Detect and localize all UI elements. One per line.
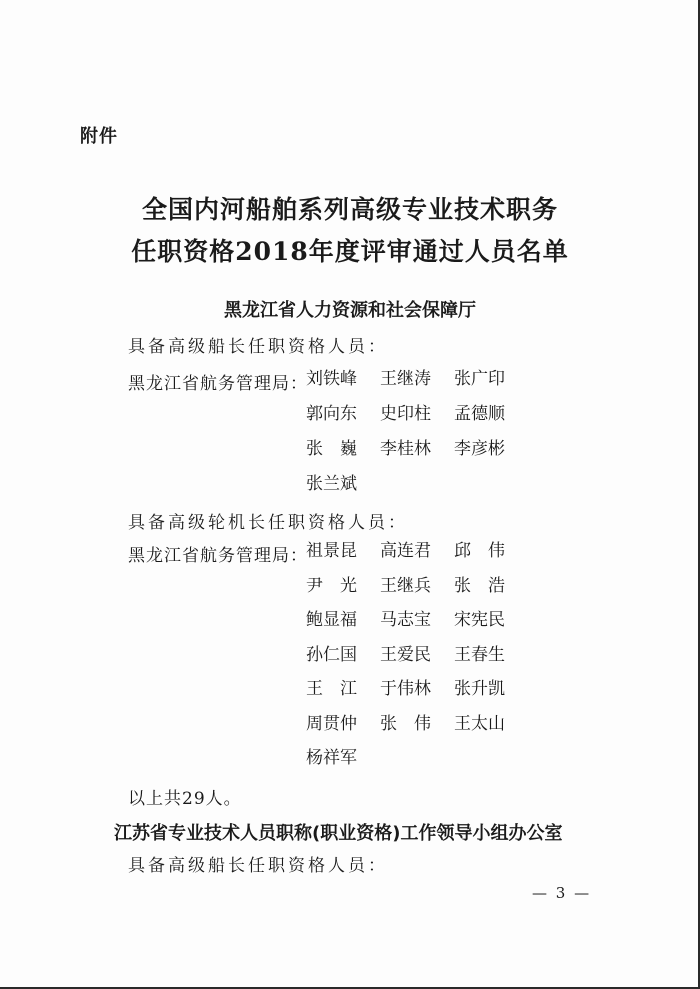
person-name: 邱 伟 — [454, 541, 505, 561]
person-name: 刘铁峰 — [306, 369, 357, 389]
person-name: 李彦彬 — [454, 439, 505, 459]
total-count: 以上共29人。 — [128, 789, 242, 809]
person-name: 史印柱 — [380, 404, 431, 424]
document-title-line1: 全国内河船舶系列高级专业技术职务 — [141, 195, 558, 224]
person-name: 王太山 — [454, 713, 505, 734]
person-name: 高连君 — [380, 541, 431, 561]
person-name: 张广印 — [454, 369, 505, 389]
person-name: 郭向东 — [306, 404, 357, 424]
person-name: 孙仁国 — [306, 644, 357, 665]
person-name: 宋宪民 — [454, 610, 505, 630]
person-name: 王 江 — [306, 679, 357, 699]
section-org-jiangsu: 江苏省专业技术人员职称(职业资格)工作领导小组办公室 — [114, 823, 563, 844]
person-name: 张兰斌 — [306, 474, 357, 494]
person-name: 王继涛 — [380, 369, 431, 389]
qualification-captain: 具备高级船长任职资格人员： — [128, 337, 388, 357]
person-name: 王爱民 — [380, 644, 431, 665]
unit-label-group1: 黑龙江省航务管理局： — [128, 374, 308, 394]
name-list-captain — [306, 369, 528, 509]
person-name: 尹 光 — [306, 575, 357, 596]
person-name: 张升凯 — [454, 679, 505, 699]
person-name: 于伟林 — [380, 679, 431, 699]
qualification-chief-engineer: 具备高级轮机长任职资格人员： — [128, 513, 408, 533]
person-name: 张 伟 — [380, 713, 431, 734]
unit-label-group2: 黑龙江省航务管理局： — [128, 546, 308, 566]
page-number: — 3 — — [532, 884, 592, 902]
name-list-chief-engineer — [306, 541, 528, 783]
person-name: 祖景昆 — [306, 541, 357, 561]
person-name: 张 巍 — [306, 439, 357, 459]
person-name: 马志宝 — [380, 610, 431, 630]
person-name: 周贯仲 — [306, 713, 357, 734]
person-name: 鲍显福 — [306, 610, 357, 630]
person-name: 张 浩 — [454, 575, 505, 596]
person-name: 李桂林 — [380, 439, 431, 459]
qualification-captain-jiangsu: 具备高级船长任职资格人员： — [128, 856, 388, 876]
section-org-heilongjiang: 黑龙江省人力资源和社会保障厅 — [224, 300, 476, 321]
person-name: 王继兵 — [380, 575, 431, 596]
attachment-label: 附件 — [80, 126, 118, 147]
document-title-line2: 任职资格2018年度评审通过人员名单 — [131, 237, 569, 266]
person-name: 孟德顺 — [454, 404, 505, 424]
person-name: 王春生 — [454, 644, 505, 665]
person-name: 杨祥军 — [306, 748, 357, 768]
